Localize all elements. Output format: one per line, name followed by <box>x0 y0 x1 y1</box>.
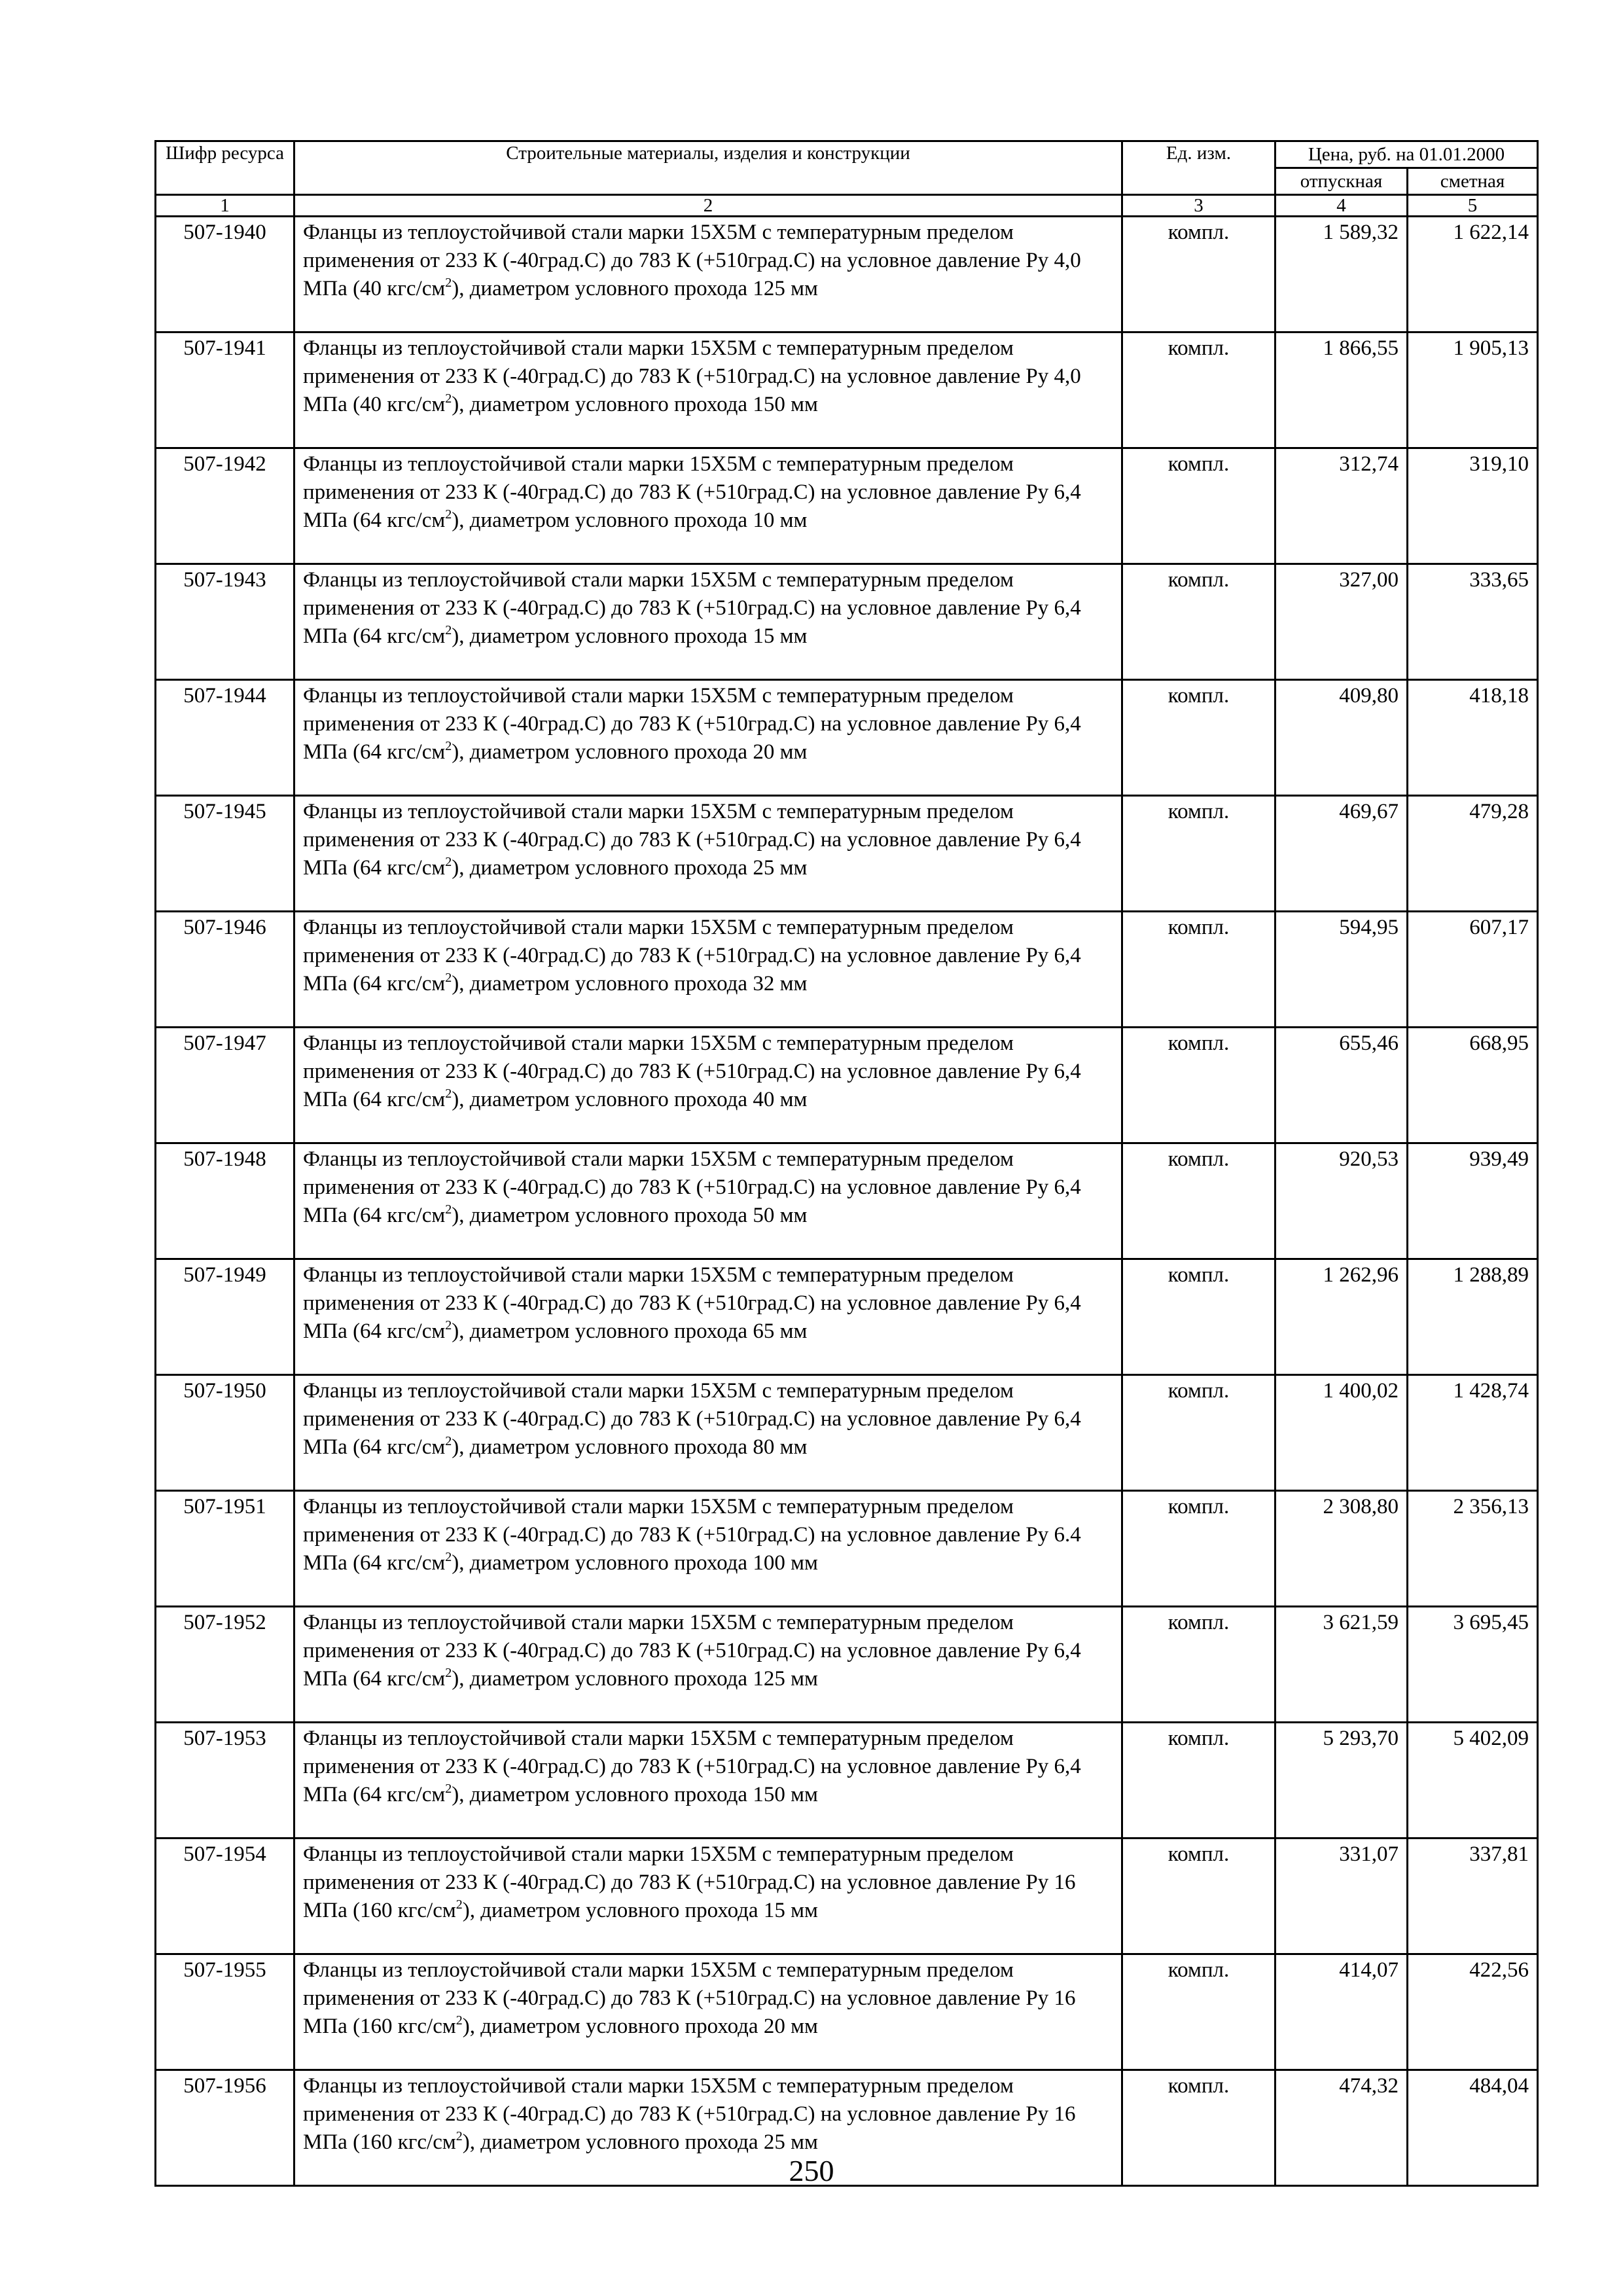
superscript: 2 <box>445 971 452 985</box>
unit-of-measure: компл. <box>1122 1491 1275 1607</box>
unit-of-measure: компл. <box>1122 1954 1275 2070</box>
unit-of-measure: компл. <box>1122 796 1275 912</box>
wholesale-price: 2 308,80 <box>1275 1491 1408 1607</box>
material-description <box>294 1723 1122 1839</box>
unit-of-measure: компл. <box>1122 1259 1275 1375</box>
description-text: Фланцы из теплоустойчивой стали марки 15Х5М с температурным пределом применения от 233 К (-40град.С) до 783 К (+510град.С) на условное давление Ру 6,4 МПа (64 кгс/см <box>303 1147 1081 1227</box>
description-text-tail: ), диаметром условного прохода 15 мм <box>452 624 808 648</box>
resource-code: 507-1956 <box>156 2070 294 2186</box>
wholesale-price: 469,67 <box>1275 796 1408 912</box>
table-row <box>156 1607 1538 1723</box>
material-description <box>294 448 1122 564</box>
description-text: Фланцы из теплоустойчивой стали марки 15Х5М с температурным пределом применения от 233 К (-40град.С) до 783 К (+510град.С) на условное давление Ру 6,4 МПа (64 кгс/см <box>303 684 1081 764</box>
unit-of-measure: компл. <box>1122 1723 1275 1839</box>
column-number-row <box>156 195 1538 217</box>
resource-code: 507-1941 <box>156 332 294 448</box>
wholesale-price: 312,74 <box>1275 448 1408 564</box>
unit-of-measure: компл. <box>1122 448 1275 564</box>
description-text: Фланцы из теплоустойчивой стали марки 15Х5М с температурным пределом применения от 233 К (-40град.С) до 783 К (+510град.С) на условное давление Ру 6,4 МПа (64 кгс/см <box>303 1263 1081 1343</box>
estimate-price: 5 402,09 <box>1408 1723 1538 1839</box>
material-description <box>294 1839 1122 1954</box>
resource-code: 507-1954 <box>156 1839 294 1954</box>
material-description <box>294 1954 1122 2070</box>
table-row <box>156 448 1538 564</box>
wholesale-price: 327,00 <box>1275 564 1408 680</box>
unit-of-measure: компл. <box>1122 1028 1275 1143</box>
resource-code: 507-1946 <box>156 912 294 1028</box>
superscript: 2 <box>445 1086 452 1101</box>
table-row <box>156 1143 1538 1259</box>
description-text: Фланцы из теплоустойчивой стали марки 15Х5М с температурным пределом применения от 233 К (-40град.С) до 783 К (+510град.С) на условное давление Ру 6,4 МПа (64 кгс/см <box>303 1031 1081 1111</box>
unit-of-measure: компл. <box>1122 332 1275 448</box>
description-text-tail: ), диаметром условного прохода 10 мм <box>452 509 808 532</box>
table-row <box>156 1259 1538 1375</box>
description-text-tail: ), диаметром условного прохода 150 мм <box>452 393 818 416</box>
estimate-price: 2 356,13 <box>1408 1491 1538 1607</box>
superscript: 2 <box>445 507 452 522</box>
superscript: 2 <box>455 2013 463 2028</box>
wholesale-price: 474,32 <box>1275 2070 1408 2186</box>
table-row <box>156 1839 1538 1954</box>
resource-code: 507-1953 <box>156 1723 294 1839</box>
estimate-price: 333,65 <box>1408 564 1538 680</box>
header-unit: Ед. изм. <box>1122 141 1275 195</box>
description-text-tail: ), диаметром условного прохода 125 мм <box>452 1667 818 1691</box>
column-number: 1 <box>156 195 294 217</box>
resource-code: 507-1942 <box>156 448 294 564</box>
material-description <box>294 680 1122 796</box>
description-text: Фланцы из теплоустойчивой стали марки 15Х5М с температурным пределом применения от 233 К (-40град.С) до 783 К (+510град.С) на условное давление Ру 6,4 МПа (64 кгс/см <box>303 1379 1081 1459</box>
header-row <box>156 141 1538 168</box>
wholesale-price: 1 589,32 <box>1275 217 1408 332</box>
estimate-price: 939,49 <box>1408 1143 1538 1259</box>
table-row <box>156 796 1538 912</box>
material-description <box>294 332 1122 448</box>
material-description <box>294 564 1122 680</box>
description-text: Фланцы из теплоустойчивой стали марки 15Х5М с температурным пределом применения от 233 К (-40град.С) до 783 К (+510град.С) на условное давление Ру 6,4 МПа (64 кгс/см <box>303 568 1081 648</box>
description-text: Фланцы из теплоустойчивой стали марки 15Х5М с температурным пределом применения от 233 К (-40град.С) до 783 К (+510град.С) на условное давление Ру 4,0 МПа (40 кгс/см <box>303 221 1081 300</box>
resource-code: 507-1940 <box>156 217 294 332</box>
resource-code: 507-1947 <box>156 1028 294 1143</box>
resource-code: 507-1951 <box>156 1491 294 1607</box>
description-text-tail: ), диаметром условного прохода 80 мм <box>452 1435 808 1459</box>
resource-code: 507-1952 <box>156 1607 294 1723</box>
description-text-tail: ), диаметром условного прохода 25 мм <box>452 856 808 880</box>
description-text: Фланцы из теплоустойчивой стали марки 15Х5М с температурным пределом применения от 233 К (-40град.С) до 783 К (+510град.С) на условное давление Ру 6,4 МПа (64 кгс/см <box>303 916 1081 996</box>
description-text-tail: ), диаметром условного прохода 150 мм <box>452 1783 818 1806</box>
wholesale-price: 594,95 <box>1275 912 1408 1028</box>
header-estimate: сметная <box>1408 168 1538 195</box>
price-table-container <box>154 140 1537 2187</box>
estimate-price: 1 288,89 <box>1408 1259 1538 1375</box>
wholesale-price: 1 866,55 <box>1275 332 1408 448</box>
estimate-price: 1 905,13 <box>1408 332 1538 448</box>
material-description <box>294 796 1122 912</box>
resource-code: 507-1944 <box>156 680 294 796</box>
wholesale-price: 1 262,96 <box>1275 1259 1408 1375</box>
superscript: 2 <box>445 276 452 290</box>
description-text: Фланцы из теплоустойчивой стали марки 15Х5М с температурным пределом применения от 233 К (-40град.С) до 783 К (+510град.С) на условное давление Ру 16 МПа (160 кгс/см <box>303 2074 1076 2154</box>
unit-of-measure: компл. <box>1122 1607 1275 1723</box>
estimate-price: 484,04 <box>1408 2070 1538 2186</box>
description-text-tail: ), диаметром условного прохода 25 мм <box>462 2130 818 2154</box>
price-table <box>154 140 1539 2187</box>
resource-code: 507-1945 <box>156 796 294 912</box>
table-row <box>156 332 1538 448</box>
table-row <box>156 1723 1538 1839</box>
wholesale-price: 655,46 <box>1275 1028 1408 1143</box>
table-row <box>156 1375 1538 1491</box>
resource-code: 507-1948 <box>156 1143 294 1259</box>
estimate-price: 337,81 <box>1408 1839 1538 1954</box>
unit-of-measure: компл. <box>1122 564 1275 680</box>
column-number: 3 <box>1122 195 1275 217</box>
estimate-price: 319,10 <box>1408 448 1538 564</box>
superscript: 2 <box>445 1550 452 1564</box>
unit-of-measure: компл. <box>1122 217 1275 332</box>
superscript: 2 <box>445 1782 452 1796</box>
table-row <box>156 217 1538 332</box>
header-code: Шифр ресурса <box>156 141 294 195</box>
table-row <box>156 564 1538 680</box>
estimate-price: 607,17 <box>1408 912 1538 1028</box>
superscript: 2 <box>445 739 452 753</box>
wholesale-price: 3 621,59 <box>1275 1607 1408 1723</box>
description-text-tail: ), диаметром условного прохода 32 мм <box>452 972 808 996</box>
material-description <box>294 1375 1122 1491</box>
page-number: 250 <box>789 2154 834 2187</box>
description-text-tail: ), диаметром условного прохода 40 мм <box>452 1088 808 1111</box>
resource-code: 507-1950 <box>156 1375 294 1491</box>
estimate-price: 668,95 <box>1408 1028 1538 1143</box>
estimate-price: 1 622,14 <box>1408 217 1538 332</box>
description-text-tail: ), диаметром условного прохода 50 мм <box>452 1204 808 1227</box>
wholesale-price: 414,07 <box>1275 1954 1408 2070</box>
header-price: Цена, руб. на 01.01.2000 <box>1275 141 1538 168</box>
unit-of-measure: компл. <box>1122 2070 1275 2186</box>
superscript: 2 <box>445 391 452 406</box>
column-number: 4 <box>1275 195 1408 217</box>
estimate-price: 3 695,45 <box>1408 1607 1538 1723</box>
description-text-tail: ), диаметром условного прохода 20 мм <box>452 740 808 764</box>
description-text: Фланцы из теплоустойчивой стали марки 15Х5М с температурным пределом применения от 233 К (-40град.С) до 783 К (+510град.С) на условное давление Ру 6,4 МПа (64 кгс/см <box>303 452 1081 532</box>
description-text-tail: ), диаметром условного прохода 125 мм <box>452 277 818 300</box>
superscript: 2 <box>445 855 452 869</box>
header-wholesale: отпускная <box>1275 168 1408 195</box>
estimate-price: 1 428,74 <box>1408 1375 1538 1491</box>
estimate-price: 418,18 <box>1408 680 1538 796</box>
material-description <box>294 1259 1122 1375</box>
superscript: 2 <box>445 1202 452 1217</box>
description-text-tail: ), диаметром условного прохода 20 мм <box>462 2015 818 2038</box>
description-text: Фланцы из теплоустойчивой стали марки 15Х5М с температурным пределом применения от 233 К (-40град.С) до 783 К (+510град.С) на условное давление Ру 6.4 МПа (64 кгс/см <box>303 1495 1081 1575</box>
description-text: Фланцы из теплоустойчивой стали марки 15Х5М с температурным пределом применения от 233 К (-40град.С) до 783 К (+510град.С) на условное давление Ру 6,4 МПа (64 кгс/см <box>303 1611 1081 1691</box>
column-number: 2 <box>294 195 1122 217</box>
description-text: Фланцы из теплоустойчивой стали марки 15Х5М с температурным пределом применения от 233 К (-40град.С) до 783 К (+510град.С) на условное давление Ру 16 МПа (160 кгс/см <box>303 1958 1076 2038</box>
unit-of-measure: компл. <box>1122 1143 1275 1259</box>
table-row <box>156 912 1538 1028</box>
description-text-tail: ), диаметром условного прохода 100 мм <box>452 1551 818 1575</box>
superscript: 2 <box>445 1434 452 1448</box>
resource-code: 507-1955 <box>156 1954 294 2070</box>
superscript: 2 <box>445 623 452 637</box>
wholesale-price: 5 293,70 <box>1275 1723 1408 1839</box>
resource-code: 507-1949 <box>156 1259 294 1375</box>
estimate-price: 422,56 <box>1408 1954 1538 2070</box>
description-text: Фланцы из теплоустойчивой стали марки 15Х5М с температурным пределом применения от 233 К (-40град.С) до 783 К (+510град.С) на условное давление Ру 4,0 МПа (40 кгс/см <box>303 336 1081 416</box>
wholesale-price: 331,07 <box>1275 1839 1408 1954</box>
estimate-price: 479,28 <box>1408 796 1538 912</box>
description-text: Фланцы из теплоустойчивой стали марки 15Х5М с температурным пределом применения от 233 К (-40град.С) до 783 К (+510град.С) на условное давление Ру 6,4 МПа (64 кгс/см <box>303 1727 1081 1806</box>
table-row <box>156 680 1538 796</box>
material-description <box>294 912 1122 1028</box>
material-description <box>294 1491 1122 1607</box>
unit-of-measure: компл. <box>1122 680 1275 796</box>
resource-code: 507-1943 <box>156 564 294 680</box>
description-text: Фланцы из теплоустойчивой стали марки 15Х5М с температурным пределом применения от 233 К (-40град.С) до 783 К (+510град.С) на условное давление Ру 6,4 МПа (64 кгс/см <box>303 800 1081 880</box>
unit-of-measure: компл. <box>1122 912 1275 1028</box>
unit-of-measure: компл. <box>1122 1839 1275 1954</box>
material-description <box>294 1607 1122 1723</box>
column-number: 5 <box>1408 195 1538 217</box>
description-text-tail: ), диаметром условного прохода 65 мм <box>452 1319 808 1343</box>
material-description <box>294 1028 1122 1143</box>
table-row <box>156 1491 1538 1607</box>
table-body <box>156 195 1538 2186</box>
superscript: 2 <box>455 1897 463 1912</box>
wholesale-price: 409,80 <box>1275 680 1408 796</box>
header-materials: Строительные материалы, изделия и конструкции <box>294 141 1122 195</box>
material-description <box>294 1143 1122 1259</box>
wholesale-price: 920,53 <box>1275 1143 1408 1259</box>
unit-of-measure: компл. <box>1122 1375 1275 1491</box>
superscript: 2 <box>445 1666 452 1680</box>
description-text: Фланцы из теплоустойчивой стали марки 15Х5М с температурным пределом применения от 233 К (-40град.С) до 783 К (+510град.С) на условное давление Ру 16 МПа (160 кгс/см <box>303 1842 1076 1922</box>
superscript: 2 <box>455 2129 463 2144</box>
table-row <box>156 1028 1538 1143</box>
description-text-tail: ), диаметром условного прохода 15 мм <box>462 1899 818 1922</box>
table-row <box>156 1954 1538 2070</box>
superscript: 2 <box>445 1318 452 1333</box>
material-description <box>294 217 1122 332</box>
wholesale-price: 1 400,02 <box>1275 1375 1408 1491</box>
